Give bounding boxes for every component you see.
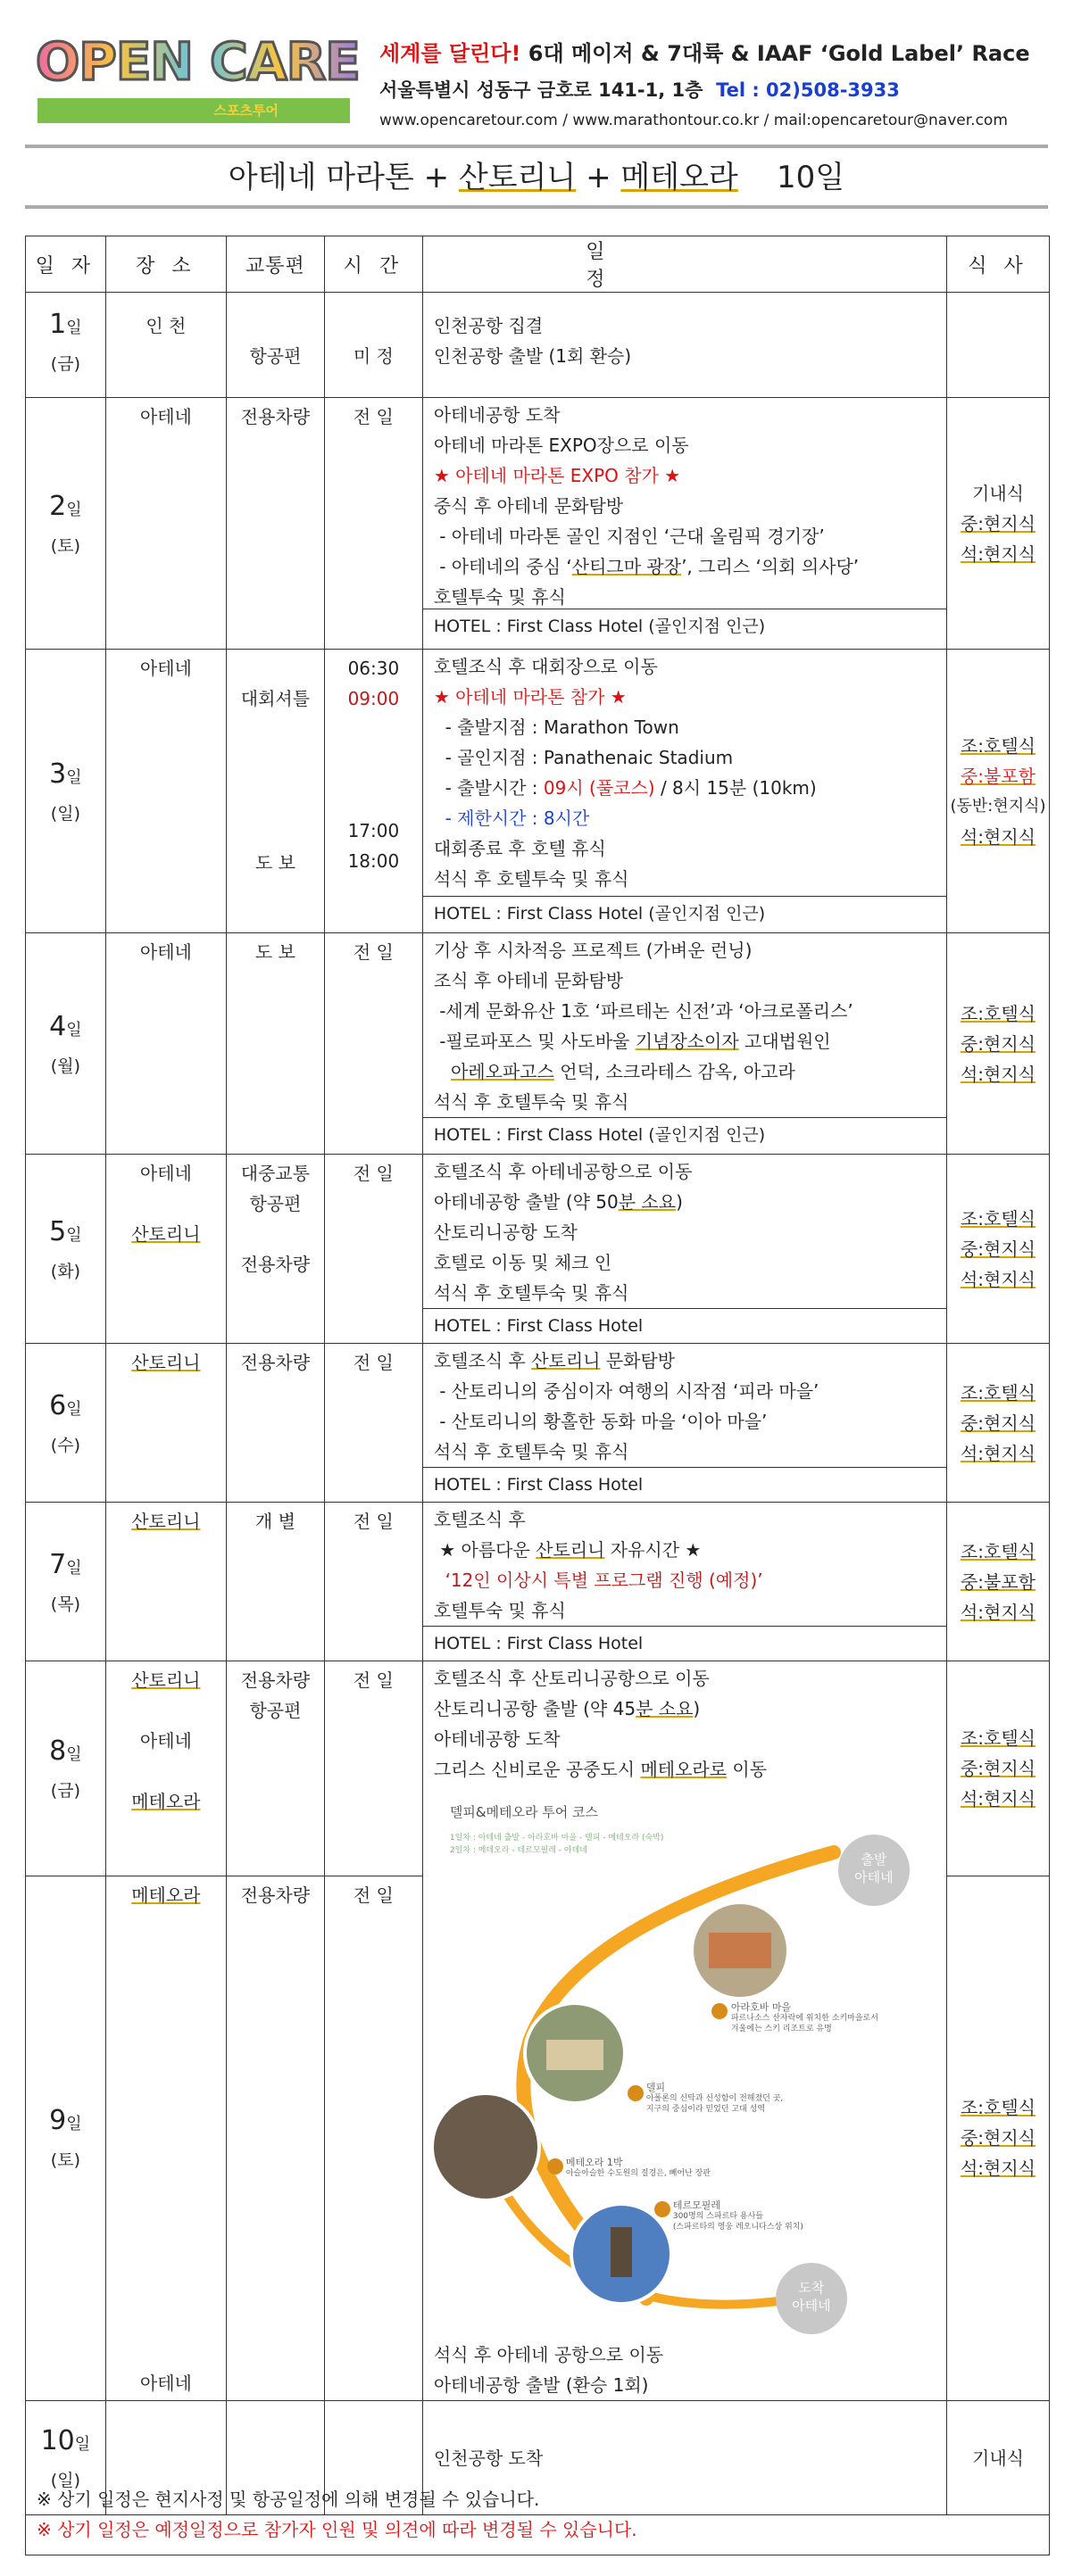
transport-cell (226, 1503, 324, 1661)
place: 산토리니 (131, 1669, 201, 1691)
day-unit: 일 (66, 500, 82, 519)
place-cell (105, 1503, 226, 1661)
place-cell (105, 1661, 226, 1876)
hotel-info: HOTEL : First Class Hotel (423, 1308, 946, 1343)
schedule-cell (422, 933, 946, 1155)
transport: 도 보 (254, 852, 295, 874)
transport: 항공편 (249, 1700, 302, 1721)
header (0, 0, 1073, 143)
phone: Tel : 02)508-3933 (716, 79, 900, 101)
meal-cell (946, 1876, 1049, 2400)
text-part: 메테오라로 (640, 1759, 728, 1780)
col-header-day: 일 자 (26, 236, 106, 293)
day-unit: 일 (66, 1399, 82, 1419)
transport: 대회셔틀 (240, 688, 311, 709)
col-header-schedule: 일 정 (422, 236, 946, 293)
col-header-time: 시 간 (324, 236, 422, 293)
day-number: 7 (49, 1548, 67, 1580)
day-number: 9 (49, 2105, 67, 2137)
schedule-line: 호텔조식 후 (433, 1509, 526, 1530)
table-row (26, 1503, 1050, 1661)
title-part: 메테오라 (620, 160, 738, 195)
schedule-line: 아테네공항 출발 (환승 1회) (433, 2374, 649, 2396)
place-cell (105, 1155, 226, 1344)
time: 전 일 (353, 1511, 394, 1532)
weekday: (금) (50, 354, 80, 374)
day-cell (26, 398, 106, 650)
day-number: 4 (49, 1010, 67, 1042)
weekday: (금) (50, 1780, 80, 1801)
map-pin (547, 2158, 563, 2174)
place: 아테네 (139, 406, 192, 427)
table-row (26, 1661, 1050, 1876)
day-unit: 일 (66, 1558, 82, 1578)
schedule-line: 조식 후 아테네 문화탐방 (433, 970, 624, 991)
meal-item: 석:현지식 (960, 825, 1036, 848)
time-limit: - 제한시간 : 8시간 (433, 808, 590, 829)
map-legend-day2: 2일차 : 메테오라 - 테르모필레 - 아테네 (449, 1846, 587, 1855)
meal-item: 중:현지식 (960, 1757, 1036, 1779)
schedule-line: 중식 후 아테네 문화탐방 (433, 495, 624, 517)
delphi-columns (546, 2040, 603, 2070)
place: 아테네 (139, 941, 192, 963)
day-unit: 일 (66, 767, 82, 787)
text-part: / 8시 15분 (10km) (654, 777, 817, 799)
weekday: (화) (50, 1261, 80, 1281)
map-pin (654, 2201, 670, 2217)
logo-text: OPEN CARE (36, 31, 360, 92)
meal-cell (946, 293, 1049, 398)
day-cell (26, 1503, 106, 1661)
meal-item: 석:현지식 (960, 1268, 1036, 1290)
transport: 전용차량 (240, 1669, 311, 1691)
label-line: 도착 (798, 2280, 825, 2296)
place-cell (105, 933, 226, 1155)
schedule-line: 산토리니공항 도착 (433, 1222, 578, 1243)
meteora-label (566, 2158, 711, 2179)
transport-cell (226, 1155, 324, 1344)
time-cell (324, 398, 422, 650)
poi-name: 테르모필레 (672, 2199, 720, 2211)
schedule-line (434, 1694, 937, 1724)
title-part: 아테네 마라톤 + (228, 160, 459, 195)
meal-cell (946, 933, 1049, 1155)
place-cell (105, 1344, 226, 1503)
schedule-line: 호텔조식 후 아테네공항으로 이동 (433, 1161, 693, 1182)
text-part: 기념장소이자 (635, 1031, 739, 1052)
page-title (25, 152, 1048, 203)
meal-cell (946, 1155, 1049, 1344)
time-cell (324, 1503, 422, 1661)
time: 미 정 (353, 345, 394, 367)
day-cell (26, 1344, 106, 1503)
itinerary-table (25, 236, 1050, 2515)
time-cell (324, 293, 422, 398)
text-part: - 아테네의 중심 ‘ (433, 556, 572, 577)
meal-item: 조:호텔식 (960, 1540, 1036, 1562)
text-part: ) (693, 1698, 701, 1719)
hotel-info: HOTEL : First Class Hotel (423, 1626, 946, 1661)
label-line: 출발 (861, 1851, 887, 1868)
poi-name: 델피 (645, 2082, 666, 2093)
meal-cell (946, 1344, 1049, 1503)
text-part: 분 소요 (636, 1698, 694, 1719)
hotel-info: HOTEL : First Class Hotel (골인지점 인근) (423, 1117, 946, 1152)
address-line (379, 76, 1067, 103)
place-cell (105, 1876, 226, 2400)
company-info (379, 36, 1067, 129)
text-part: 문화탐방 (600, 1350, 676, 1371)
meteora-photo (432, 2093, 539, 2200)
time-cell (324, 1876, 422, 2400)
col-header-place: 장 소 (105, 236, 226, 293)
slogan-text: 6대 메이저 & 7대륙 & IAAF ‘Gold Label’ Race (520, 41, 1030, 66)
weekday: (목) (50, 1594, 80, 1614)
weekday: (토) (50, 535, 80, 556)
transport: 전용차량 (240, 406, 311, 427)
hotel-info: HOTEL : First Class Hotel (골인지점 인근) (423, 609, 946, 643)
time-cell (324, 1344, 422, 1503)
schedule-line: 호텔투숙 및 휴식 (433, 1600, 566, 1621)
text-part: 이동 (727, 1759, 768, 1780)
place-cell (105, 650, 226, 933)
time: 17:00 (347, 820, 400, 841)
day-number: 3 (49, 758, 67, 790)
hotel-info: HOTEL : First Class Hotel (423, 1467, 946, 1502)
text-part: 언덕, 소크라테스 감옥, 아고라 (553, 1061, 795, 1082)
place: 아테네 (139, 658, 192, 679)
schedule-cell (422, 650, 946, 933)
transport: 대중교통 (240, 1163, 311, 1184)
place: 아테네 (139, 2373, 192, 2394)
text-part: 산티그마 광장 (571, 556, 682, 577)
poi-desc: 아슬아슬한 수도원의 절경은, 빼어난 장관 (565, 2169, 711, 2178)
schedule-line: 호텔로 이동 및 체크 인 (433, 1252, 612, 1273)
schedule-line (434, 1056, 937, 1087)
time-cell (324, 650, 422, 933)
text-part: 09시 (풀코스) (543, 777, 655, 799)
meal-item: 조:호텔식 (960, 1381, 1036, 1404)
day-cell (26, 1155, 106, 1344)
map-legend-day1: 1일차 : 아테네 출발 - 아라호바 마을 - 델피 - 메테오라 (숙박) (449, 1834, 664, 1843)
text-part: 산토리니 (536, 1539, 605, 1561)
schedule-cell (422, 1503, 946, 1661)
day-cell (26, 1876, 106, 2400)
time: 전 일 (353, 406, 394, 427)
thermopylae-label (673, 2200, 803, 2232)
time: 전 일 (353, 1669, 394, 1691)
end-label (776, 2279, 847, 2315)
meal-item: (동반:현지식) (950, 796, 1046, 816)
day-cell (26, 933, 106, 1155)
day-unit: 일 (74, 2434, 91, 2454)
transport: 항공편 (249, 345, 302, 367)
schedule-cell (422, 1661, 946, 2401)
time-cell (324, 1661, 422, 1876)
place: 산토리니 (131, 1511, 201, 1532)
meal-cell (946, 398, 1049, 650)
transport-cell (226, 398, 324, 650)
text-part: 산토리니 (531, 1350, 601, 1371)
meal-item: 조:호텔식 (960, 734, 1036, 757)
table-row (26, 1344, 1050, 1503)
day-unit: 일 (66, 319, 82, 337)
day-number: 10 (40, 2424, 75, 2456)
place-cell (105, 293, 226, 398)
label-line: 아테네 (792, 2298, 831, 2314)
meal-item: 석:현지식 (960, 543, 1036, 565)
text-part: ’, 그리스 ‘의회 의사당’ (681, 556, 860, 577)
text-part: ) (676, 1191, 683, 1213)
place: 인 천 (146, 315, 187, 336)
transport-cell (226, 650, 324, 933)
weekday: (일) (50, 803, 80, 824)
schedule-line: 아테네공항 도착 (433, 1728, 561, 1750)
poi-desc: 아폴론의 신탁과 신성함이 전해졌던 곳, (645, 2094, 784, 2103)
schedule-cell (422, 1155, 946, 1344)
weekday: (일) (50, 2470, 80, 2490)
time: 18:00 (347, 850, 400, 872)
text-part: 분 소요 (618, 1191, 677, 1213)
schedule-line: 석식 후 아테네 공항으로 이동 (433, 2344, 664, 2365)
slogan (379, 36, 1067, 67)
text-part: 아테네공항 출발 (약 50 (433, 1191, 619, 1213)
text-part: 그리스 신비로운 공중도시 (433, 1759, 641, 1780)
day-unit: 일 (66, 1225, 82, 1245)
table-row (26, 398, 1050, 650)
day-number: 5 (49, 1215, 67, 1247)
time-cell (324, 933, 422, 1155)
schedule-line: 기상 후 시차적응 프로젝트 (가벼운 런닝) (433, 940, 753, 961)
logo-subtitle: 스포츠투어 (213, 103, 279, 119)
day-cell (26, 293, 106, 398)
schedule-line (434, 551, 937, 582)
title-rule-bottom (25, 205, 1048, 209)
poi-desc: 겨울에는 스키 리조트로 유명 (730, 2025, 832, 2033)
map-pin (628, 2085, 644, 2101)
meal-cell (946, 650, 1049, 933)
table-row (26, 933, 1050, 1155)
schedule-line (434, 1026, 937, 1056)
address: 서울특별시 성동구 금호로 141-1, 1층 (379, 79, 703, 101)
delphi-label (646, 2083, 783, 2115)
schedule-line (434, 1754, 937, 1785)
meal-item: 중:현지식 (960, 1238, 1036, 1260)
meal-item: 중:현지식 (960, 512, 1036, 534)
schedule-line: 인천공항 집결 (433, 315, 544, 336)
schedule-line: 호텔조식 후 산토리니공항으로 이동 (433, 1668, 710, 1689)
meal-item: 석:현지식 (960, 1601, 1036, 1623)
meal-item: 석:현지식 (960, 1787, 1036, 1810)
poi-desc: 파르나소스 산자락에 위치한 소키마을로서 (730, 2014, 878, 2023)
text-part: - 출발시간 : (433, 777, 544, 799)
web-links: www.opencaretour.com / www.marathontour.co.kr / mail:opencaretour@naver.com (379, 112, 1008, 129)
text-part: ★ 아름다운 (433, 1539, 536, 1561)
open-care-logo (36, 30, 360, 127)
day-number: 1 (49, 309, 67, 340)
map-pin (711, 2003, 728, 2019)
poi-name: 아라호바 마을 (730, 2001, 792, 2013)
slogan-highlight: 세계를 달린다! (379, 41, 521, 66)
text-part: -필로파포스 및 사도바울 (433, 1031, 636, 1052)
time: 06:30 (347, 658, 400, 679)
start-label (838, 1851, 910, 1886)
title-rule-top (25, 145, 1048, 148)
weekday: (토) (50, 2150, 80, 2171)
label-line: 아테네 (854, 1869, 894, 1885)
schedule-line: 호텔조식 후 대회장으로 이동 (433, 656, 658, 677)
arachova-label (731, 2002, 878, 2034)
meal-item: 중:현지식 (960, 1032, 1036, 1055)
schedule-line (434, 1187, 937, 1217)
meal-item: 조:호텔식 (960, 2097, 1036, 2119)
schedule-line: 아테네공항 도착 (433, 404, 561, 426)
meal-item: 조:호텔식 (960, 1727, 1036, 1749)
time: 전 일 (353, 1352, 394, 1373)
text-part: 호텔조식 후 (433, 1350, 532, 1371)
weekday: (월) (50, 1056, 80, 1076)
note-line: ※ 상기 일정은 현지사정 및 항공일정에 의해 변경될 수 있습니다. (37, 2489, 540, 2510)
day-cell (26, 650, 106, 933)
table-row (26, 650, 1050, 933)
transport-cell (226, 1876, 324, 2400)
place-cell (105, 398, 226, 650)
schedule-cell (422, 293, 946, 398)
meal-item: 중:불포함 (960, 765, 1036, 787)
transport-cell (226, 1661, 324, 1876)
time-cell (324, 1155, 422, 1344)
table-row (26, 293, 1050, 398)
title-part: 10일 (737, 160, 845, 195)
schedule-line: 석식 후 호텔투숙 및 휴식 (433, 1441, 629, 1462)
transport-cell (226, 293, 324, 398)
schedule-line: - 골인지점 : Panathenaic Stadium (433, 747, 734, 768)
poi-desc: 지구의 중심이라 믿었던 고대 성역 (645, 2105, 766, 2114)
poi-name: 메테오라 1박 (565, 2157, 623, 2168)
schedule-line: -세계 문화유산 1호 ‘파르테논 신전’과 ‘아크로폴리스’ (433, 1000, 853, 1022)
schedule-line: 대회종료 후 호텔 휴식 (433, 838, 606, 859)
schedule-line (434, 1346, 937, 1376)
meal-item: 기내식 (972, 2447, 1024, 2469)
day-number: 8 (49, 1735, 67, 1767)
schedule-line: 석식 후 호텔투숙 및 휴식 (433, 1282, 629, 1304)
text-part: 산토리니공항 출발 (약 45 (433, 1698, 636, 1719)
place: 아테네 (139, 1163, 192, 1184)
text-part: 고대법원인 (738, 1031, 831, 1052)
meal-cell (946, 1503, 1049, 1661)
schedule-line: - 산토리니의 중심이자 여행의 시작점 ‘피라 마을’ (433, 1380, 819, 1402)
day-number: 6 (49, 1389, 67, 1421)
tour-course-map (423, 1799, 923, 2334)
day-unit: 일 (66, 1744, 82, 1764)
time: 전 일 (353, 1163, 394, 1184)
leonidas-statue (611, 2227, 632, 2277)
title-part: 산토리니 (458, 160, 577, 195)
meal-item: 중:불포함 (960, 1570, 1036, 1593)
text-part (434, 1061, 451, 1082)
poi-desc: (스파르타의 영웅 레오니다스상 위치) (672, 2223, 803, 2232)
meal-item: 조:호텔식 (960, 1207, 1036, 1230)
meal-item: 중:현지식 (960, 1412, 1036, 1434)
schedule-line: 인천공항 도착 (433, 2447, 544, 2469)
transport: 전용차량 (240, 1352, 311, 1373)
meal-item: 중:현지식 (960, 2127, 1036, 2149)
meal-cell (946, 1661, 1049, 1876)
time: 09:00 (347, 688, 400, 709)
logo-subtitle-bar (37, 98, 350, 123)
col-header-transport: 교통편 (226, 236, 324, 293)
schedule-line: 석식 후 호텔투숙 및 휴식 (433, 1091, 629, 1113)
schedule-cell (422, 1344, 946, 1503)
time: 전 일 (353, 1884, 394, 1906)
place: 메테오라 (131, 1884, 201, 1906)
weekday: (수) (50, 1435, 80, 1455)
schedule-line (434, 1535, 937, 1565)
schedule-cell (422, 398, 946, 650)
table-header-row (26, 236, 1050, 293)
day-number: 2 (49, 490, 67, 522)
schedule-line: 아테네 마라톤 EXPO장으로 이동 (433, 435, 689, 456)
transport-cell (226, 933, 324, 1155)
place: 메테오라 (131, 1791, 201, 1812)
poi-desc: 300명의 스파르타 용사들 (672, 2212, 764, 2221)
text-part: 아레오파고스 (450, 1061, 554, 1082)
schedule-line: 인천공항 출발 (1회 환승) (433, 345, 632, 367)
day-unit: 일 (66, 1020, 82, 1040)
schedule-line: 호텔투숙 및 휴식 (433, 586, 566, 608)
event-highlight: ★ 아테네 마라톤 EXPO 참가 ★ (433, 465, 681, 486)
title-part: + (576, 160, 621, 195)
meal-item: 기내식 (972, 482, 1024, 504)
transport: 전용차량 (240, 1884, 311, 1906)
transport: 개 별 (254, 1511, 295, 1532)
schedule-line (434, 773, 937, 803)
time: 전 일 (353, 941, 394, 963)
text-part: 자유시간 ★ (604, 1539, 702, 1561)
place: 산토리니 (131, 1352, 201, 1373)
meal-item: 조:호텔식 (960, 1002, 1036, 1024)
schedule-line: - 아테네 마라톤 골인 지점인 ‘근대 올림픽 경기장’ (433, 526, 825, 547)
note-line-highlight: ※ 상기 일정은 예정일정으로 참가자 인원 및 의견에 따라 변경될 수 있습니다. (37, 2519, 637, 2540)
schedule-line: - 산토리니의 황홀한 동화 마을 ‘이아 마을’ (433, 1411, 768, 1432)
day-cell (26, 1661, 106, 1876)
meal-item: 석:현지식 (960, 1063, 1036, 1085)
map-title: 델피&메테오라 투어 코스 (449, 1804, 598, 1820)
meal-item: 석:현지식 (960, 1442, 1036, 1464)
day-unit: 일 (66, 2115, 82, 2134)
hotel-info: HOTEL : First Class Hotel (골인지점 인근) (423, 896, 946, 931)
schedule-line: - 출발지점 : Marathon Town (433, 716, 679, 738)
place: 아테네 (139, 1730, 192, 1752)
event-highlight: ★ 아테네 마라톤 참가 ★ (433, 686, 627, 708)
meal-item: 석:현지식 (960, 2158, 1036, 2180)
notes-box (25, 2479, 1050, 2555)
arachova-houses (709, 1933, 771, 1968)
schedule-line: 석식 후 호텔투숙 및 휴식 (433, 868, 629, 890)
transport: 도 보 (254, 941, 295, 963)
transport-cell (226, 1344, 324, 1503)
transport: 전용차량 (240, 1254, 311, 1275)
special-program: ‘12인 이상시 특별 프로그램 진행 (예정)’ (433, 1570, 763, 1591)
table-row (26, 1155, 1050, 1344)
col-header-meal: 식 사 (946, 236, 1049, 293)
place: 산토리니 (131, 1223, 201, 1245)
transport: 항공편 (249, 1193, 302, 1214)
